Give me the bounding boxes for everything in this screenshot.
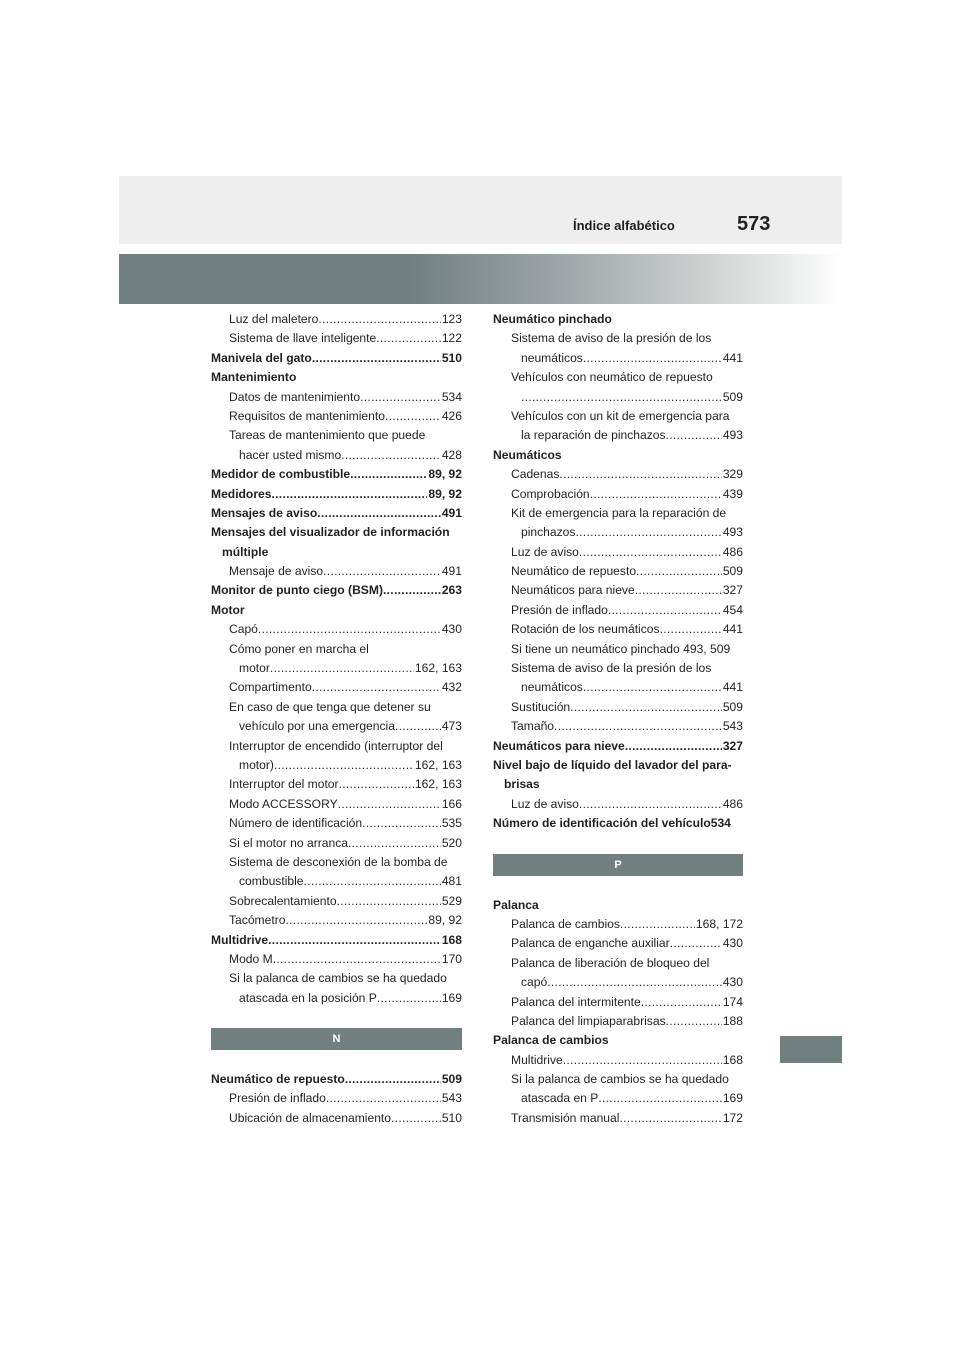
- index-subentry: [211, 834, 462, 853]
- index-subentry: [493, 678, 743, 697]
- dot-leader: [274, 756, 414, 775]
- index-subentry: [493, 795, 743, 814]
- index-subentry: [493, 426, 743, 445]
- index-entry: [211, 368, 462, 387]
- page-reference: 329: [722, 467, 743, 482]
- dot-leader: [583, 349, 722, 368]
- index-column-right: [493, 310, 743, 1128]
- entry-term: Modo ACCESSORY: [229, 796, 338, 811]
- entry-term: Ubicación de almacenamiento: [229, 1110, 392, 1125]
- dot-leader: [383, 581, 441, 600]
- entry-term: Si el motor no arranca: [229, 835, 348, 850]
- entry-term: Número de identificación del vehículo534: [493, 816, 731, 831]
- page-reference: 534: [441, 389, 462, 404]
- entry-term: combustible: [239, 874, 304, 889]
- index-subentry: [211, 969, 462, 988]
- index-subentry: [211, 795, 462, 814]
- page-reference: 520: [441, 835, 462, 850]
- index-subentry: [493, 1089, 743, 1108]
- entry-term: Palanca de cambios: [511, 916, 620, 931]
- index-subentry: [493, 368, 743, 387]
- dot-leader: [273, 950, 441, 969]
- entry-term: Neumático de repuesto: [511, 564, 637, 579]
- entry-term: Multidrive: [211, 932, 269, 947]
- dot-leader: [312, 678, 441, 697]
- entry-term: Tamaño: [511, 719, 555, 734]
- section-gap: [493, 834, 743, 854]
- entry-term: Presión de inflado: [229, 1091, 326, 1106]
- dot-leader: [579, 543, 722, 562]
- index-subentry: [211, 737, 462, 756]
- entry-term: Neumático de repuesto: [211, 1072, 345, 1087]
- entry-term: Sistema de desconexión de la bomba de: [229, 854, 448, 869]
- index-subentry: [493, 1109, 743, 1128]
- index-subentry: [493, 601, 743, 620]
- page-reference: 174: [722, 994, 743, 1009]
- entry-term: Si la palanca de cambios se ha quedado: [229, 971, 447, 986]
- index-subentry: [211, 446, 462, 465]
- page-reference: 430: [722, 975, 743, 990]
- index-subentry: [211, 989, 462, 1008]
- index-subentry: [493, 407, 743, 426]
- entry-term: Medidor de combustible: [211, 467, 351, 482]
- index-subentry: [493, 349, 743, 368]
- page-reference: 493: [722, 525, 743, 540]
- entry-term: Tacómetro: [229, 913, 286, 928]
- page-reference: 441: [722, 350, 743, 365]
- page-reference: 509: [441, 1072, 462, 1087]
- page-reference: 441: [722, 680, 743, 695]
- index-entry: [211, 581, 462, 600]
- index-entry: [493, 1031, 743, 1050]
- index-subentry: [493, 388, 743, 407]
- entry-term: Sistema de llave inteligente: [229, 331, 377, 346]
- dot-leader: [271, 485, 427, 504]
- page-reference: 122: [441, 331, 462, 346]
- index-subentry: [211, 407, 462, 426]
- page-reference: 123: [441, 312, 462, 326]
- entry-term: Vehículos con un kit de emergencia para: [511, 408, 730, 423]
- entry-term: Neumáticos: [493, 447, 562, 462]
- page-reference: 89, 92: [428, 913, 462, 928]
- index-subentry: [493, 717, 743, 736]
- entry-term: atascada en la posición P: [239, 990, 377, 1005]
- dot-leader: [258, 620, 441, 639]
- dot-leader: [641, 993, 722, 1012]
- entry-term: motor: [239, 661, 270, 676]
- entry-term: Datos de mantenimiento: [229, 389, 361, 404]
- dot-leader: [360, 388, 441, 407]
- dot-leader: [575, 523, 721, 542]
- entry-term: Neumáticos para nieve: [493, 738, 625, 753]
- page-reference: 510: [441, 1110, 462, 1125]
- index-subentry: [211, 814, 462, 833]
- section-letter: N: [211, 1028, 462, 1050]
- dot-leader: [547, 973, 722, 992]
- page-reference: 535: [441, 816, 462, 831]
- page-reference: 89, 92: [428, 467, 462, 482]
- entry-term: Si tiene un neumático pinchado 493, 509: [511, 641, 731, 656]
- entry-term: Monitor de punto ciego (BSM): [211, 583, 383, 598]
- page-reference: 166: [441, 796, 462, 811]
- entry-term: motor): [239, 757, 274, 772]
- dot-leader: [570, 698, 722, 717]
- entry-term: Transmisión manual: [511, 1110, 620, 1125]
- index-subentry: [493, 543, 743, 562]
- index-subentry: [493, 640, 743, 659]
- entry-term: Kit de emergencia para la reparación de: [511, 505, 727, 520]
- page-reference: 168, 172: [695, 916, 743, 931]
- page-reference: 430: [441, 622, 462, 637]
- dot-leader: [666, 426, 722, 445]
- page-reference: 169: [722, 1091, 743, 1106]
- dot-leader: [521, 388, 722, 407]
- index-entry: [211, 931, 462, 950]
- index-subentry: [493, 581, 743, 600]
- index-subentry: [211, 756, 462, 775]
- entry-term: Luz de aviso: [511, 796, 579, 811]
- page-reference: 486: [722, 796, 743, 811]
- index-subentry: [211, 950, 462, 969]
- dot-leader: [598, 1089, 721, 1108]
- entry-term: En caso de que tenga que detener su: [229, 699, 431, 714]
- dot-leader: [391, 1109, 441, 1128]
- entry-term: Tareas de mantenimiento que puede: [229, 428, 426, 443]
- entry-term: brisas: [504, 777, 540, 792]
- index-subentry: [493, 915, 743, 934]
- dot-leader: [666, 1012, 722, 1031]
- dot-leader: [338, 795, 441, 814]
- index-entry: [493, 896, 743, 915]
- entry-term: Mensajes de aviso: [211, 505, 318, 520]
- index-subentry: [211, 853, 462, 872]
- entry-term: Neumático pinchado: [493, 312, 612, 326]
- page-reference: 430: [722, 936, 743, 951]
- entry-term: neumáticos: [521, 350, 583, 365]
- page-reference: 169: [441, 990, 462, 1005]
- entry-term: Requisitos de mantenimiento: [229, 408, 385, 423]
- page-reference: 263: [441, 583, 462, 598]
- entry-term: Sobrecalentamiento: [229, 893, 337, 908]
- index-subentry: [211, 310, 462, 329]
- index-subentry: [211, 911, 462, 930]
- entry-term: Palanca del intermitente: [511, 994, 641, 1009]
- dot-leader: [636, 562, 722, 581]
- index-subentry: [211, 775, 462, 794]
- entry-term: Palanca del limpiaparabrisas: [511, 1013, 666, 1028]
- index-subentry: [211, 640, 462, 659]
- page-reference: 188: [722, 1013, 743, 1028]
- index-subentry: [493, 698, 743, 717]
- index-subentry: [493, 620, 743, 639]
- page-reference: 162, 163: [414, 661, 462, 676]
- page-reference: 529: [441, 893, 462, 908]
- entry-term: Palanca: [493, 897, 539, 912]
- index-subentry: [211, 562, 462, 581]
- page-reference: 454: [722, 602, 743, 617]
- index-subentry: [493, 973, 743, 992]
- entry-term: Manivela del gato: [211, 350, 312, 365]
- dot-leader: [348, 834, 441, 853]
- section-gap: [493, 876, 743, 896]
- index-entry: [493, 756, 743, 775]
- entry-term: Motor: [211, 602, 245, 617]
- index-subentry: [493, 659, 743, 678]
- dot-leader: [337, 892, 441, 911]
- index-entry: [211, 465, 462, 484]
- dot-leader: [268, 931, 441, 950]
- entry-term: Luz del maletero: [229, 312, 319, 326]
- dot-leader: [590, 485, 722, 504]
- index-subentry: [493, 504, 743, 523]
- page-reference: 509: [722, 564, 743, 579]
- section-gap: [211, 1008, 462, 1028]
- index-subentry: [211, 892, 462, 911]
- entry-term: Sistema de aviso de la presión de los: [511, 661, 712, 676]
- page-header: [119, 176, 842, 244]
- page-reference: 441: [722, 622, 743, 637]
- entry-term: Mantenimiento: [211, 370, 297, 385]
- dot-leader: [385, 407, 441, 426]
- dot-leader: [312, 349, 441, 368]
- page-reference: 327: [722, 583, 743, 598]
- dot-leader: [620, 915, 695, 934]
- entry-term: Compartimento: [229, 680, 312, 695]
- dot-leader: [377, 989, 441, 1008]
- index-entry: [211, 543, 462, 562]
- entry-term: neumáticos: [521, 680, 583, 695]
- page-reference: 439: [722, 486, 743, 501]
- entry-term: Mensaje de aviso: [229, 564, 324, 579]
- index-column-left: [211, 310, 462, 1128]
- index-entry: [211, 523, 462, 542]
- section-title: Índice alfabético: [573, 218, 675, 233]
- page-reference: 543: [722, 719, 743, 734]
- index-subentry: [211, 717, 462, 736]
- page-reference: 89, 92: [428, 486, 462, 501]
- entry-term: Comprobación: [511, 486, 590, 501]
- index-entry: [493, 737, 743, 756]
- index-subentry: [211, 872, 462, 891]
- entry-term: Medidores: [211, 486, 272, 501]
- page-reference: 172: [722, 1110, 743, 1125]
- index-subentry: [211, 329, 462, 348]
- page-reference: 486: [722, 544, 743, 559]
- entry-term: Nivel bajo de líquido del lavador del para-: [493, 757, 732, 772]
- index-subentry: [493, 934, 743, 953]
- entry-term: Interruptor de encendido (interruptor del: [229, 738, 443, 753]
- dot-leader: [635, 581, 722, 600]
- entry-term: Luz de aviso: [511, 544, 579, 559]
- entry-term: la reparación de pinchazos: [521, 428, 666, 443]
- dot-leader: [376, 329, 441, 348]
- dot-leader: [619, 1109, 721, 1128]
- entry-term: Multidrive: [511, 1052, 563, 1067]
- index-subentry: [211, 678, 462, 697]
- page-reference: 168: [722, 1052, 743, 1067]
- index-subentry: [493, 993, 743, 1012]
- index-subentry: [493, 523, 743, 542]
- page-reference: 170: [441, 951, 462, 966]
- index-entry: [493, 446, 743, 465]
- entry-term: atascada en P: [521, 1091, 599, 1106]
- index-subentry: [493, 329, 743, 348]
- entry-term: Sustitución: [511, 699, 571, 714]
- page-reference: 543: [441, 1091, 462, 1106]
- entry-term: Neumáticos para nieve: [511, 583, 635, 598]
- page-reference: 481: [441, 874, 462, 889]
- page-reference: 162, 163: [414, 757, 462, 772]
- page-reference: 428: [441, 447, 462, 462]
- index-subentry: [211, 698, 462, 717]
- entry-term: pinchazos: [521, 525, 576, 540]
- index-entry: [211, 1070, 462, 1089]
- dot-leader: [304, 872, 441, 891]
- index-subentry: [493, 1012, 743, 1031]
- dot-leader: [660, 620, 722, 639]
- index-subentry: [211, 1089, 462, 1108]
- entry-term: Mensajes del visualizador de información: [211, 525, 450, 540]
- dot-leader: [339, 775, 414, 794]
- dot-leader: [341, 446, 441, 465]
- page-reference: 493: [722, 428, 743, 443]
- entry-term: Capó: [229, 622, 258, 637]
- index-subentry: [211, 659, 462, 678]
- dot-leader: [323, 562, 441, 581]
- dot-leader: [285, 911, 427, 930]
- dot-leader: [318, 310, 440, 329]
- dot-leader: [563, 1051, 722, 1070]
- dot-leader: [270, 659, 414, 678]
- page-reference: 327: [722, 738, 743, 753]
- index-subentry: [493, 465, 743, 484]
- entry-term: múltiple: [222, 544, 269, 559]
- index-entry: [211, 349, 462, 368]
- section-gap: [211, 1050, 462, 1070]
- index-subentry: [493, 1070, 743, 1089]
- entry-term: Cadenas: [511, 467, 560, 482]
- dot-leader: [317, 504, 441, 523]
- entry-term: Modo M: [229, 951, 273, 966]
- index-subentry: [493, 1051, 743, 1070]
- page-reference: 509: [722, 389, 743, 404]
- page-reference: 491: [441, 564, 462, 579]
- index-subentry: [211, 426, 462, 445]
- index-subentry: [211, 388, 462, 407]
- dot-leader: [625, 737, 722, 756]
- index-subentry: [211, 1109, 462, 1128]
- index-entry: [211, 504, 462, 523]
- entry-term: Rotación de los neumáticos: [511, 622, 660, 637]
- entry-term: Palanca de enganche auxiliar: [511, 936, 670, 951]
- dot-leader: [326, 1089, 441, 1108]
- entry-term: Interruptor del motor: [229, 777, 339, 792]
- index-subentry: [211, 620, 462, 639]
- dot-leader: [350, 465, 427, 484]
- dot-leader: [583, 678, 722, 697]
- page-reference: 426: [441, 408, 462, 423]
- page-reference: 510: [441, 350, 462, 365]
- dot-leader: [670, 934, 722, 953]
- page-reference: 491: [441, 505, 462, 520]
- index-subentry: [493, 485, 743, 504]
- dot-leader: [362, 814, 441, 833]
- entry-term: Si la palanca de cambios se ha quedado: [511, 1072, 729, 1087]
- entry-term: Palanca de liberación de bloqueo del: [511, 955, 710, 970]
- entry-term: Vehículos con neumático de repuesto: [511, 370, 713, 385]
- entry-term: capó: [521, 975, 548, 990]
- page-reference: 432: [441, 680, 462, 695]
- entry-term: hacer usted mismo: [239, 447, 342, 462]
- entry-term: Palanca de cambios: [493, 1033, 609, 1048]
- dot-leader: [345, 1070, 441, 1089]
- index-entry: [493, 775, 743, 794]
- header-gradient-band: [119, 254, 842, 304]
- dot-leader: [608, 601, 722, 620]
- index-subentry: [493, 954, 743, 973]
- index-subentry: [493, 562, 743, 581]
- entry-term: Cómo poner en marcha el: [229, 641, 369, 656]
- page-reference: 162, 163: [414, 777, 462, 792]
- entry-term: Presión de inflado: [511, 602, 608, 617]
- index-entry: [211, 601, 462, 620]
- dot-leader: [579, 795, 722, 814]
- index-entry: [211, 485, 462, 504]
- thumb-index-tab: [780, 1036, 842, 1063]
- entry-term: Número de identificación: [229, 816, 363, 831]
- page-reference: 509: [722, 699, 743, 714]
- entry-term: vehículo por una emergencia: [239, 719, 395, 734]
- index-entry: [493, 310, 743, 329]
- dot-leader: [559, 465, 721, 484]
- entry-term: Sistema de aviso de la presión de los: [511, 331, 712, 346]
- dot-leader: [395, 717, 441, 736]
- page-number: 573: [737, 213, 771, 235]
- page-reference: 473: [441, 719, 462, 734]
- section-letter: P: [493, 854, 743, 876]
- dot-leader: [554, 717, 722, 736]
- page-reference: 168: [441, 932, 462, 947]
- index-entry: [493, 814, 743, 833]
